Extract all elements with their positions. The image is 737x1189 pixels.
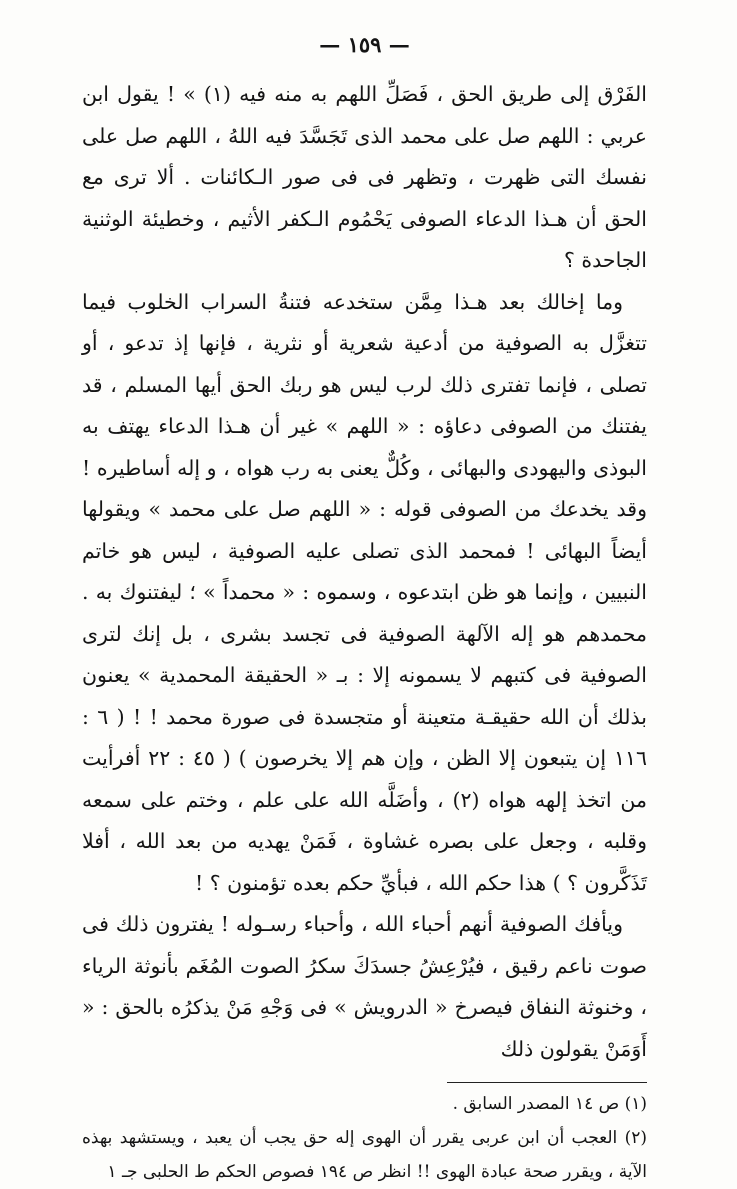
paragraph: ويأفك الصوفية أنهم أحباء الله ، وأحباء رسـوله ! يفترون ذلك فى صوت ناعم رقيق ، فيُرْعِشُ جسدَكَ سكرُ الصوت المُغَم بأنوثة الرياء ، وخنوثة النفاق فيصرخ « الدرويش » فى وَجْهِ مَنْ يذكرُه بالحق : « أَوَمَنْ يقولون ذلك <box>82 912 647 1061</box>
paragraph: الفَرْق إلى طريق الحق ، فَصَلِّ اللهم به منه فيه (١) » ! يقول ابن عربي : اللهم صل على محمد الذى تَجَسَّدَ فيه اللهُ ، اللهم صل على نفسك التى ظهرت ، وتظهر فى فى صور الـكائنات . ألا ترى مع الحق أن هـذا الدعاء الصوفى يَحْمُوم الـكفر الأثيم ، وخطيئة الوثنية الجاحدة ؟ <box>82 82 647 272</box>
page-number: — ١٥٩ — <box>319 32 410 57</box>
footnote: (٢) العجب أن ابن عربى يقرر أن الهوى إله حق يجب أن يعبد ، ويستشهد بهذه الآية ، ويقرر صحة عبادة الهوى !! انظر ص ١٩٤ فصوص الحكم ط الحلبى جـ ١ <box>82 1128 647 1182</box>
footnote-divider <box>447 1082 647 1083</box>
footnote: (١) ص ١٤ المصدر السابق . <box>452 1094 647 1114</box>
main-text <box>82 74 647 1070</box>
paragraph: وما إخالك بعد هـذا مِمَّن ستخدعه فتنةُ السراب الخلوب فيما تتغزَّل به الصوفية من أدعية شعرية أو نثرية ، فإنها إذ تدعو ، أو تصلى ، فإنما تفترى ذلك لرب ليس هو ربك الحق أيها المسلم ، قد يفتنك من الصوفى دعاؤه : « اللهم » غير أن هـذا الدعاء يهتف به البوذى واليهودى والبهائى ، وكُلٌّ يعنى به رب هواه ، و إله أساطيره ! وقد يخدعك من الصوفى قوله : « اللهم صل على محمد » ويقولها أيضاً البهائى ! فمحمد الذى تصلى عليه الصوفية ، ليس هو خاتم النبيين ، وإنما هو ظن ابتدعوه ، وسموه : « محمداً » ؛ ليفتنوك به . محمدهم هو إله الآلهة الصوفية فى تجسد بشرى ، بل إنك لترى الصوفية فى كتبهم لا يسمونه إلا : بـ « الحقيقة المحمدية » يعنون بذلك أن الله حقيقـة متعينة أو متجسدة فى صورة محمد ! ! ( ٦ : ١١٦ إن يتبعون إلا الظن ، وإن هم إلا يخرصون ) ( ٤٥ : ٢٢ أفرأيت من اتخذ إلهه هواه (٢) ، وأضَلَّه الله على علم ، وختم على سمعه وقلبه ، وجعل على بصره غشاوة ، فَمَنْ يهديه من بعد الله ، أفلا تَذَكَّرون ؟ ) هذا حكم الله ، فبأيِّ حكم بعده تؤمنون ؟ ! <box>82 289 647 895</box>
footnotes <box>82 1087 647 1189</box>
